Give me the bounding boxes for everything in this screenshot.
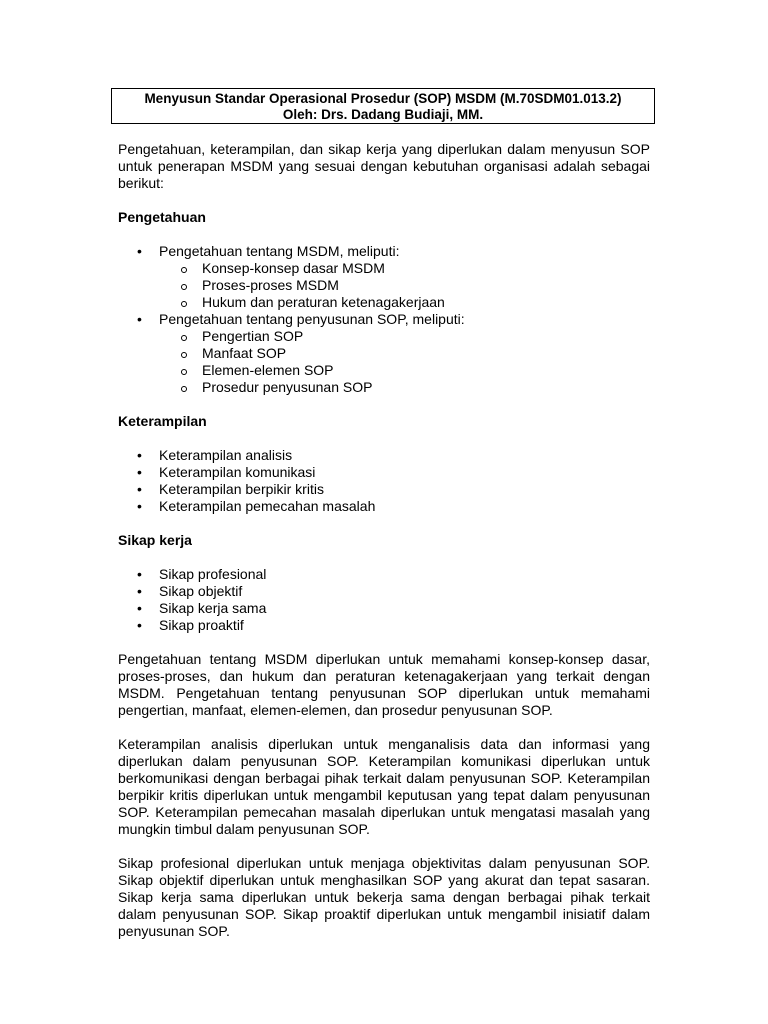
document-title: Menyusun Standar Operasional Prosedur (SOP) MSDM (M.70SDM01.013.2) <box>144 91 622 106</box>
list-item <box>118 243 650 311</box>
title-box <box>111 88 655 124</box>
sub-list-item: Pengertian SOP <box>118 328 650 345</box>
body-paragraph: Keterampilan analisis diperlukan untuk menganalisis data dan informasi yang diperlukan dalam penyusunan SOP. Keterampilan komunikasi diperlukan untuk berkomunikasi dengan berbagai pihak terkait dalam penyusunan SOP. Keterampilan berpikir kritis diperlukan untuk mengambil keputusan yang tepat dalam penyusunan SOP. Keterampilan pemecahan masalah diperlukan untuk mengatasi masalah yang mungkin timbul dalam penyusunan SOP. <box>118 736 650 837</box>
section-heading-keterampilan: Keterampilan <box>118 413 207 429</box>
list-item: • Sikap kerja sama <box>118 600 650 617</box>
list-item-label: Pengetahuan tentang MSDM, meliputi: <box>159 243 400 259</box>
list-item: • Keterampilan komunikasi <box>118 464 650 481</box>
keterampilan-list <box>118 447 650 515</box>
list-item: • Keterampilan analisis <box>118 447 650 464</box>
list-item: • Sikap proaktif <box>118 617 650 634</box>
list-item: • Sikap objektif <box>118 583 650 600</box>
pengetahuan-list <box>118 243 650 396</box>
sub-list-item: Konsep-konsep dasar MSDM <box>118 260 650 277</box>
sub-list-item: Proses-proses MSDM <box>118 277 650 294</box>
list-item: • Sikap profesional <box>118 566 650 583</box>
section-heading-pengetahuan: Pengetahuan <box>118 209 206 225</box>
list-item-label: Pengetahuan tentang penyusunan SOP, meliputi: <box>159 311 465 327</box>
sikap-list <box>118 566 650 634</box>
list-item: • Keterampilan berpikir kritis <box>118 481 650 498</box>
sub-list <box>159 260 650 311</box>
list-item: • Keterampilan pemecahan masalah <box>118 498 650 515</box>
document-body <box>118 141 650 940</box>
list-item <box>118 311 650 396</box>
sub-list-item: Elemen-elemen SOP <box>118 362 650 379</box>
sub-list-item: Hukum dan peraturan ketenagakerjaan <box>118 294 650 311</box>
intro-paragraph: Pengetahuan, keterampilan, dan sikap kerja yang diperlukan dalam menyusun SOP untuk penerapan MSDM yang sesuai dengan kebutuhan organisasi adalah sebagai berikut: <box>118 141 650 191</box>
sub-list <box>159 328 650 396</box>
body-paragraph: Pengetahuan tentang MSDM diperlukan untuk memahami konsep-konsep dasar, proses-proses, dan hukum dan peraturan ketenagakerjaan yang terkait dengan MSDM. Pengetahuan tentang penyusunan SOP diperlukan untuk memahami pengertian, manfaat, elemen-elemen, dan prosedur penyusunan SOP. <box>118 651 650 718</box>
sub-list-item: Manfaat SOP <box>118 345 650 362</box>
document-author: Oleh: Drs. Dadang Budiaji, MM. <box>282 107 484 122</box>
body-paragraph: Sikap profesional diperlukan untuk menjaga objektivitas dalam penyusunan SOP. Sikap objektif diperlukan untuk menghasilkan SOP yang akurat dan tepat sasaran. Sikap kerja sama diperlukan untuk bekerja sama dengan berbagai pihak terkait dalam penyusunan SOP. Sikap proaktif diperlukan untuk mengambil inisiatif dalam penyusunan SOP. <box>118 855 650 939</box>
section-heading-sikap-kerja: Sikap kerja <box>118 532 192 548</box>
sub-list-item: Prosedur penyusunan SOP <box>118 379 650 396</box>
